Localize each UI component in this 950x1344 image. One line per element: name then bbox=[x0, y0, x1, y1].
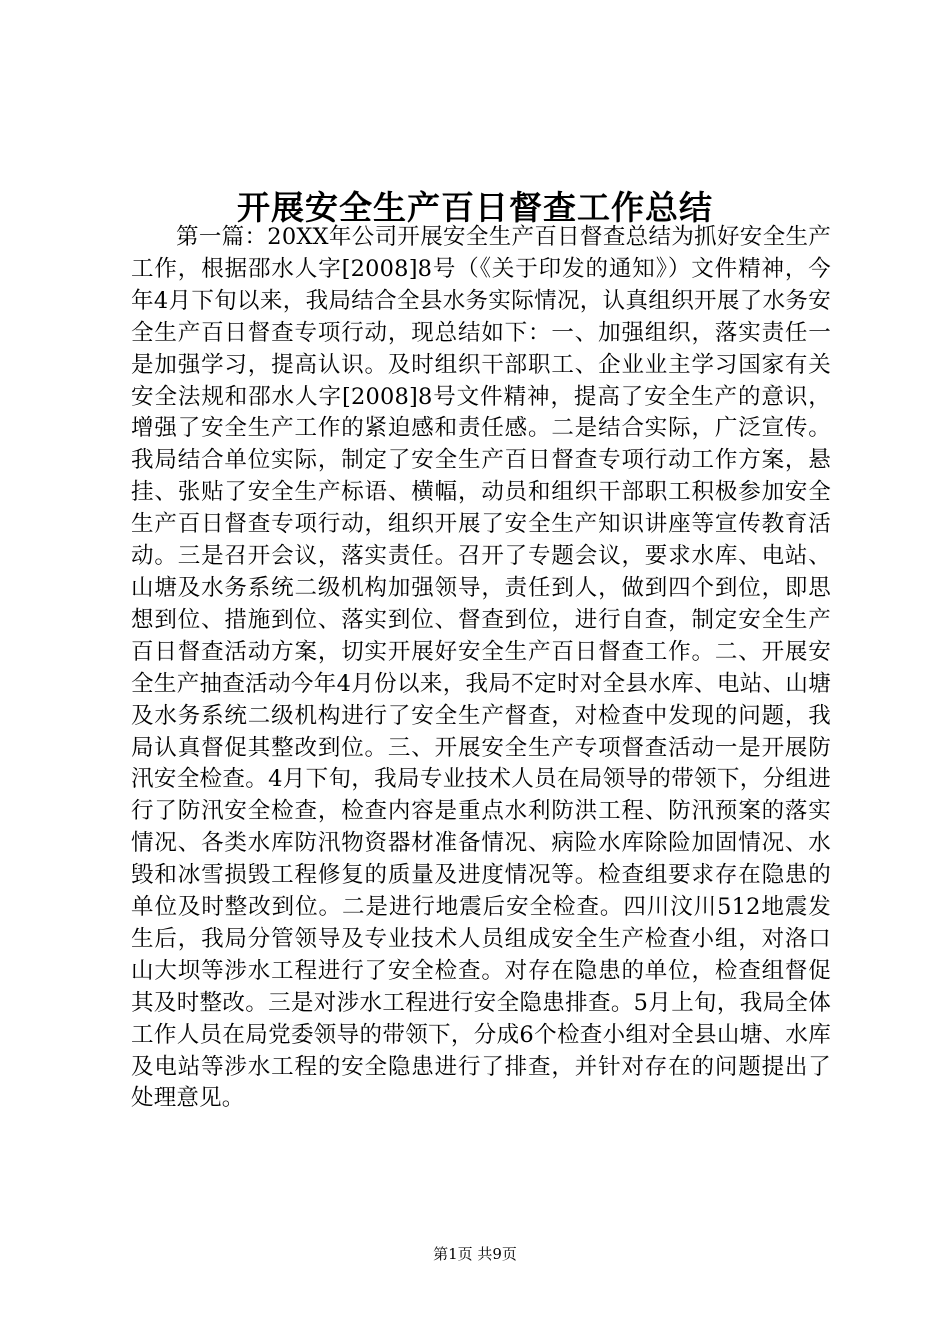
page-number-footer: 第1页 共9页 bbox=[433, 1245, 517, 1263]
document-body: 第一篇：20XX年公司开展安全生产百日督查总结为抓好安全生产工作，根据邵水人字[2008]8号（《关于印发的通知》）文件精神，今年4月下旬以来，我局结合全县水务实际情况，认真组织开展了水务安全生产百日督查专项行动，现总结如下：一、加强组织，落实责任一是加强学习，提高认识。及时组织干部职工、企业业主学习国家有关安全法规和邵水人字[2008]8号文件精神，提高了安全生产的意识，增强了安全生产工作的紧迫感和责任感。二是结合实际，广泛宣传。我局结合单位实际，制定了安全生产百日督查专项行动工作方案，悬挂、张贴了安全生产标语、横幅，动员和组织干部职工积极参加安全生产百日督查专项行动，组织开展了安全生产知识讲座等宣传教育活动。三是召开会议，落实责任。召开了专题会议，要求水库、电站、山塘及水务系统二级机构加强领导，责任到人，做到四个到位，即思想到位、措施到位、落实到位、督查到位，进行自查，制定安全生产百日督查活动方案，切实开展好安全生产百日督查工作。二、开展安全生产抽查活动今年4月份以来，我局不定时对全县水库、电站、山塘及水务系统二级机构进行了安全生产督查，对检查中发现的问题，我局认真督促其整改到位。三、开展安全生产专项督查活动一是开展防汛安全检查。4月下旬，我局专业技术人员在局领导的带领下，分组进行了防汛安全检查，检查内容是重点水利防洪工程、防汛预案的落实情况、各类水库防汛物资器材准备情况、病险水库除险加固情况、水毁和冰雪损毁工程修复的质量及进度情况等。检查组要求存在隐患的单位及时整改到位。二是进行地震后安全检查。四川汶川512地震发生后，我局分管领导及专业技术人员组成安全生产检查小组，对洛口山大坝等涉水工程进行了安全检查。对存在隐患的单位，检查组督促其及时整改。三是对涉水工程进行安全隐患排查。5月上旬，我局全体工作人员在局党委领导的带领下，分成6个检查小组对全县山塘、水库及电站等涉水工程的安全隐患进行了排查，并针对存在的问题提出了处理意见。 bbox=[131, 224, 831, 1112]
document-title: 开展安全生产百日督查工作总结 bbox=[237, 188, 713, 227]
